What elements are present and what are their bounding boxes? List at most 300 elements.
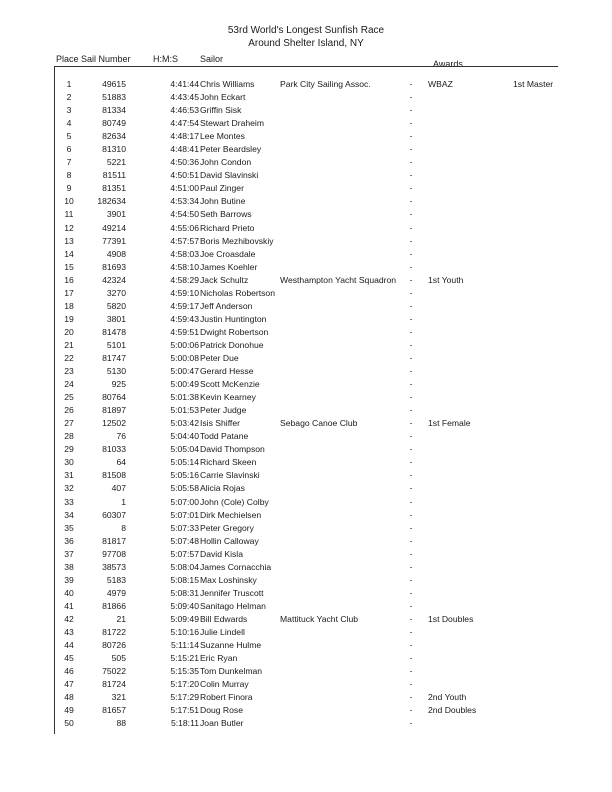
place-cell: 40 [64,587,74,598]
time-cell: 4:48:17 [170,131,199,142]
sail-number-cell: 80749 [102,118,126,129]
sailor-cell: Richard Prieto [200,222,255,233]
scan-dot [410,475,412,476]
award-cell: 1st Female [428,418,471,429]
time-cell: 5:15:35 [170,666,199,677]
time-cell: 5:05:58 [170,483,199,494]
time-cell: 5:03:42 [170,418,199,429]
sail-number-cell: 81351 [102,183,126,194]
place-cell: 18 [64,300,74,311]
scan-dot [410,201,412,202]
sail-number-cell: 42324 [102,274,126,285]
time-cell: 5:08:04 [170,561,199,572]
award-cell: 2nd Youth [428,692,467,703]
time-cell: 5:15:21 [170,653,199,664]
place-cell: 16 [64,274,74,285]
table-row [0,600,612,613]
table-row [0,78,612,91]
table-row [0,222,612,235]
table-row [0,665,612,678]
time-cell: 4:48:41 [170,144,199,155]
scan-dot [410,436,412,437]
sailor-cell: Joe Croasdale [200,248,256,259]
place-cell: 19 [64,313,74,324]
place-cell: 29 [64,444,74,455]
header-sail-number: Sail Number [81,54,131,64]
place-cell: 37 [64,548,74,559]
place-cell: 49 [64,705,74,716]
scan-dot [410,397,412,398]
table-row [0,169,612,182]
place-cell: 1 [66,79,72,89]
scan-dot [410,541,412,542]
place-cell: 6 [66,144,72,155]
place-cell: 8 [66,170,72,181]
table-row [0,261,612,274]
time-cell: 5:07:00 [170,496,199,507]
place-cell: 7 [66,157,72,168]
sail-number-cell: 64 [116,457,126,468]
sail-number-cell: 81817 [102,535,126,546]
table-row [0,678,612,691]
header-time: H:M:S [153,54,179,64]
sail-number-cell: 81897 [102,405,126,416]
time-cell: 5:07:57 [170,548,199,559]
time-cell: 5:17:20 [170,679,199,690]
sail-number-cell: 49214 [102,222,126,233]
sailor-cell: Peter Beardsley [200,144,262,155]
table-row [0,378,612,391]
sailor-cell: John (Cole) Colby [200,496,269,507]
time-cell: 5:18:11 [170,718,199,729]
scan-dot [410,697,412,698]
sailor-cell: Scott McKenzie [200,379,260,390]
time-cell: 4:43:45 [170,92,199,103]
place-cell: 14 [64,248,74,259]
sailor-cell: Todd Patane [200,431,249,442]
scan-dot [410,528,412,529]
sailor-cell: Julie Lindell [200,626,245,637]
sailor-cell: David Slavinski [200,170,259,181]
sail-number-cell: 82634 [102,131,126,142]
place-cell: 24 [64,379,74,390]
scan-dot [410,723,412,724]
time-cell: 5:01:53 [170,405,199,416]
table-row [0,561,612,574]
sailor-cell: Alicia Rojas [200,483,245,494]
time-cell: 4:55:06 [170,222,199,233]
scan-dot [410,110,412,111]
sailor-cell: Hollin Calloway [200,535,259,546]
table-row [0,326,612,339]
sail-number-cell: 12502 [102,418,126,429]
scan-dot [410,515,412,516]
table-row [0,313,612,326]
sail-number-cell: 81310 [102,144,126,155]
place-cell: 25 [64,392,74,403]
time-cell: 4:58:10 [170,261,199,272]
table-row [0,509,612,522]
scan-dot [410,488,412,489]
place-cell: 31 [64,470,74,481]
sail-number-cell: 925 [111,379,126,390]
time-cell: 5:00:47 [170,366,199,377]
time-cell: 5:11:14 [170,640,199,651]
place-cell: 3 [66,105,72,116]
scan-dot [410,149,412,150]
table-row [0,626,612,639]
scan-dot [410,293,412,294]
time-cell: 4:53:34 [170,196,199,207]
sail-number-cell: 182634 [97,196,126,207]
sailor-cell: Bill Edwards [200,613,248,624]
extra-award-cell: 1st Master [513,79,554,89]
sailor-cell: James Cornacchia [200,561,272,572]
sail-number-cell: 1 [121,496,126,507]
place-cell: 38 [64,561,74,572]
time-cell: 5:05:04 [170,444,199,455]
table-row [0,235,612,248]
sail-number-cell: 60307 [102,509,126,520]
table-row [0,117,612,130]
sailor-cell: James Koehler [200,261,258,272]
sailor-cell: Carrie Slavinski [200,470,260,481]
time-cell: 4:59:43 [170,313,199,324]
scan-dot [410,214,412,215]
table-row [0,274,612,287]
table-row [0,404,612,417]
sailor-cell: Richard Skeen [200,457,257,468]
document-title-block [0,24,612,50]
table-row [0,287,612,300]
sail-number-cell: 81724 [102,679,126,690]
sailor-cell: Peter Due [200,352,239,363]
sailor-cell: Peter Gregory [200,522,254,533]
place-cell: 27 [64,418,74,429]
time-cell: 5:09:40 [170,600,199,611]
place-cell: 44 [64,640,74,651]
sail-number-cell: 4979 [106,587,126,598]
time-cell: 5:08:31 [170,587,199,598]
scan-dot [410,175,412,176]
scan-dot [410,580,412,581]
table-row [0,522,612,535]
table-row [0,548,612,561]
time-cell: 5:17:51 [170,705,199,716]
place-cell: 42 [64,613,74,624]
scan-dot [410,710,412,711]
time-cell: 4:58:29 [170,274,199,285]
scan-dot [410,280,412,281]
sailor-cell: John Condon [200,157,252,168]
sailor-cell: Chris Williams [200,79,255,89]
sail-number-cell: 3901 [106,209,126,220]
place-cell: 43 [64,626,74,637]
place-cell: 9 [66,183,72,194]
place-cell: 22 [64,352,74,363]
award-cell: 1st Youth [428,274,464,285]
sail-number-cell: 81511 [102,170,126,181]
scan-dot [410,306,412,307]
scan-dot [410,606,412,607]
sail-number-cell: 407 [111,483,126,494]
header-divider [54,66,558,67]
sailor-cell: David Thompson [200,444,265,455]
place-cell: 21 [64,339,74,350]
time-cell: 5:00:06 [170,339,199,350]
place-cell: 28 [64,431,74,442]
table-row [0,456,612,469]
place-cell: 45 [64,653,74,664]
table-row [0,496,612,509]
table-row [0,143,612,156]
place-cell: 34 [64,509,74,520]
sail-number-cell: 49615 [102,79,126,89]
time-cell: 5:08:15 [170,574,199,585]
place-cell: 33 [64,496,74,507]
time-cell: 4:59:10 [170,287,199,298]
scan-dot [410,462,412,463]
scan-dot [410,554,412,555]
scan-dot [410,423,412,424]
sailor-cell: Tom Dunkelman [200,666,263,677]
scan-dot [410,254,412,255]
table-row [0,195,612,208]
scan-dot [410,241,412,242]
time-cell: 5:17:29 [170,692,199,703]
header-sailor: Sailor [200,54,224,64]
scan-dot [410,319,412,320]
time-cell: 4:59:17 [170,300,199,311]
scan-dot [410,384,412,385]
time-cell: 4:51:00 [170,183,199,194]
award-cell: WBAZ [428,79,453,89]
sailor-cell: Colin Murray [200,679,249,690]
place-cell: 48 [64,692,74,703]
sail-number-cell: 81508 [102,470,126,481]
table-row [0,717,612,730]
sail-number-cell: 80764 [102,392,126,403]
sailor-cell: Griffin Sisk [200,105,242,116]
sailor-cell: Suzanne Hulme [200,640,262,651]
place-cell: 39 [64,574,74,585]
table-row [0,430,612,443]
place-cell: 32 [64,483,74,494]
table-row [0,652,612,665]
time-cell: 5:10:16 [170,626,199,637]
sailor-cell: Sanitago Helman [200,600,266,611]
sailor-cell: Doug Rose [200,705,243,716]
award-cell: 1st Doubles [428,613,474,624]
sail-number-cell: 80726 [102,640,126,651]
sail-number-cell: 21 [116,613,126,624]
scan-dot [410,684,412,685]
place-cell: 13 [64,235,74,246]
sailor-cell: Boris Mezhibovskiy [200,235,274,246]
table-row [0,535,612,548]
table-row [0,104,612,117]
table-row [0,587,612,600]
sailor-cell: Max Loshinsky [200,574,257,585]
scan-dot [410,123,412,124]
place-cell: 46 [64,666,74,677]
sailor-cell: David Kisla [200,548,243,559]
scan-dot [410,97,412,98]
table-row [0,91,612,104]
scan-dot [410,502,412,503]
sail-number-cell: 88 [116,718,126,729]
header-awards: Awards [433,59,463,69]
place-cell: 4 [66,118,72,129]
sail-number-cell: 81657 [102,705,126,716]
race-subtitle: Around Shelter Island, NY [248,38,364,49]
place-cell: 36 [64,535,74,546]
sailor-cell: Justin Huntington [200,313,267,324]
place-cell: 10 [64,196,74,207]
table-row [0,691,612,704]
sail-number-cell: 81478 [102,326,126,337]
sail-number-cell: 81334 [102,105,126,116]
sail-number-cell: 81722 [102,626,126,637]
table-row [0,639,612,652]
sail-number-cell: 81747 [102,352,126,363]
time-cell: 5:01:38 [170,392,199,403]
results-table [0,78,612,730]
time-cell: 5:04:40 [170,431,199,442]
scan-dot [410,567,412,568]
sail-number-cell: 81866 [102,600,126,611]
table-row [0,613,612,626]
time-cell: 4:54:50 [170,209,199,220]
time-cell: 5:07:48 [170,535,199,546]
club-cell: Mattituck Yacht Club [280,613,359,624]
sail-number-cell: 8 [121,522,126,533]
sail-number-cell: 51883 [102,92,126,103]
scan-dot [410,228,412,229]
sailor-cell: Dwight Robertson [200,326,269,337]
place-cell: 12 [64,222,74,233]
sailor-cell: Gerard Hesse [200,366,254,377]
sailor-cell: Kevin Kearney [200,392,256,403]
table-row [0,352,612,365]
scan-dot [410,332,412,333]
header-place: Place [56,54,79,64]
table-row [0,300,612,313]
scan-dot [410,267,412,268]
sailor-cell: Seth Barrows [200,209,252,220]
time-cell: 5:09:49 [170,613,199,624]
sailor-cell: John Eckart [200,92,246,103]
scan-dot [410,632,412,633]
place-cell: 2 [66,92,72,103]
time-cell: 4:47:54 [170,118,199,129]
table-row [0,704,612,717]
time-cell: 5:07:01 [170,509,199,520]
place-cell: 50 [64,718,74,729]
place-cell: 5 [66,131,72,142]
sailor-cell: Stewart Draheim [200,118,264,129]
scan-dot [410,358,412,359]
sailor-cell: Lee Montes [200,131,245,142]
place-cell: 30 [64,457,74,468]
sail-number-cell: 3270 [106,287,126,298]
scan-dot [410,593,412,594]
sail-number-cell: 5130 [106,366,126,377]
club-cell: Westhampton Yacht Squadron [280,274,397,285]
sail-number-cell: 4908 [106,248,126,259]
place-cell: 20 [64,326,74,337]
sailor-cell: Isis Shiffer [200,418,240,429]
scan-dot [410,84,412,85]
table-row [0,469,612,482]
race-title: 53rd World's Longest Sunfish Race [227,25,385,36]
scan-dot [410,449,412,450]
time-cell: 5:05:14 [170,457,199,468]
award-cell: 2nd Doubles [428,705,477,716]
scan-dot [410,371,412,372]
scan-dot [410,136,412,137]
time-cell: 4:50:36 [170,157,199,168]
table-row [0,339,612,352]
time-cell: 5:07:33 [170,522,199,533]
table-row [0,365,612,378]
time-cell: 4:46:53 [170,105,199,116]
sail-number-cell: 77391 [102,235,126,246]
time-cell: 4:58:03 [170,248,199,259]
sailor-cell: Paul Zinger [200,183,244,194]
sail-number-cell: 5820 [106,300,126,311]
place-cell: 47 [64,679,74,690]
sail-number-cell: 97708 [102,548,126,559]
sail-number-cell: 75022 [102,666,126,677]
place-cell: 41 [64,600,74,611]
scan-dot [410,619,412,620]
table-row [0,574,612,587]
table-row [0,130,612,143]
place-cell: 15 [64,261,74,272]
sailor-cell: Dirk Mechielsen [200,509,262,520]
scan-dot [410,671,412,672]
time-cell: 4:50:51 [170,170,199,181]
table-row [0,443,612,456]
sail-number-cell: 321 [111,692,126,703]
table-row [0,182,612,195]
sailor-cell: Peter Judge [200,405,247,416]
sailor-cell: Jeff Anderson [200,300,253,311]
sail-number-cell: 81033 [102,444,126,455]
place-cell: 11 [64,209,74,220]
table-row [0,156,612,169]
scan-dot [410,188,412,189]
time-cell: 5:00:08 [170,352,199,363]
place-cell: 26 [64,405,74,416]
club-cell: Park City Sailing Assoc. [280,79,371,89]
sailor-cell: Jack Schultz [200,274,249,285]
sail-number-cell: 505 [111,653,126,664]
time-cell: 4:59:51 [170,326,199,337]
table-row [0,391,612,404]
club-cell: Sebago Canoe Club [280,418,358,429]
sailor-cell: Patrick Donohue [200,339,264,350]
sail-number-cell: 38573 [102,561,126,572]
sail-number-cell: 5101 [106,339,126,350]
sailor-cell: Nicholas Robertson [200,287,275,298]
sail-number-cell: 3801 [106,313,126,324]
sailor-cell: Eric Ryan [200,653,238,664]
time-cell: 5:00:49 [170,379,199,390]
sail-number-cell: 81693 [102,261,126,272]
sail-number-cell: 5183 [106,574,126,585]
